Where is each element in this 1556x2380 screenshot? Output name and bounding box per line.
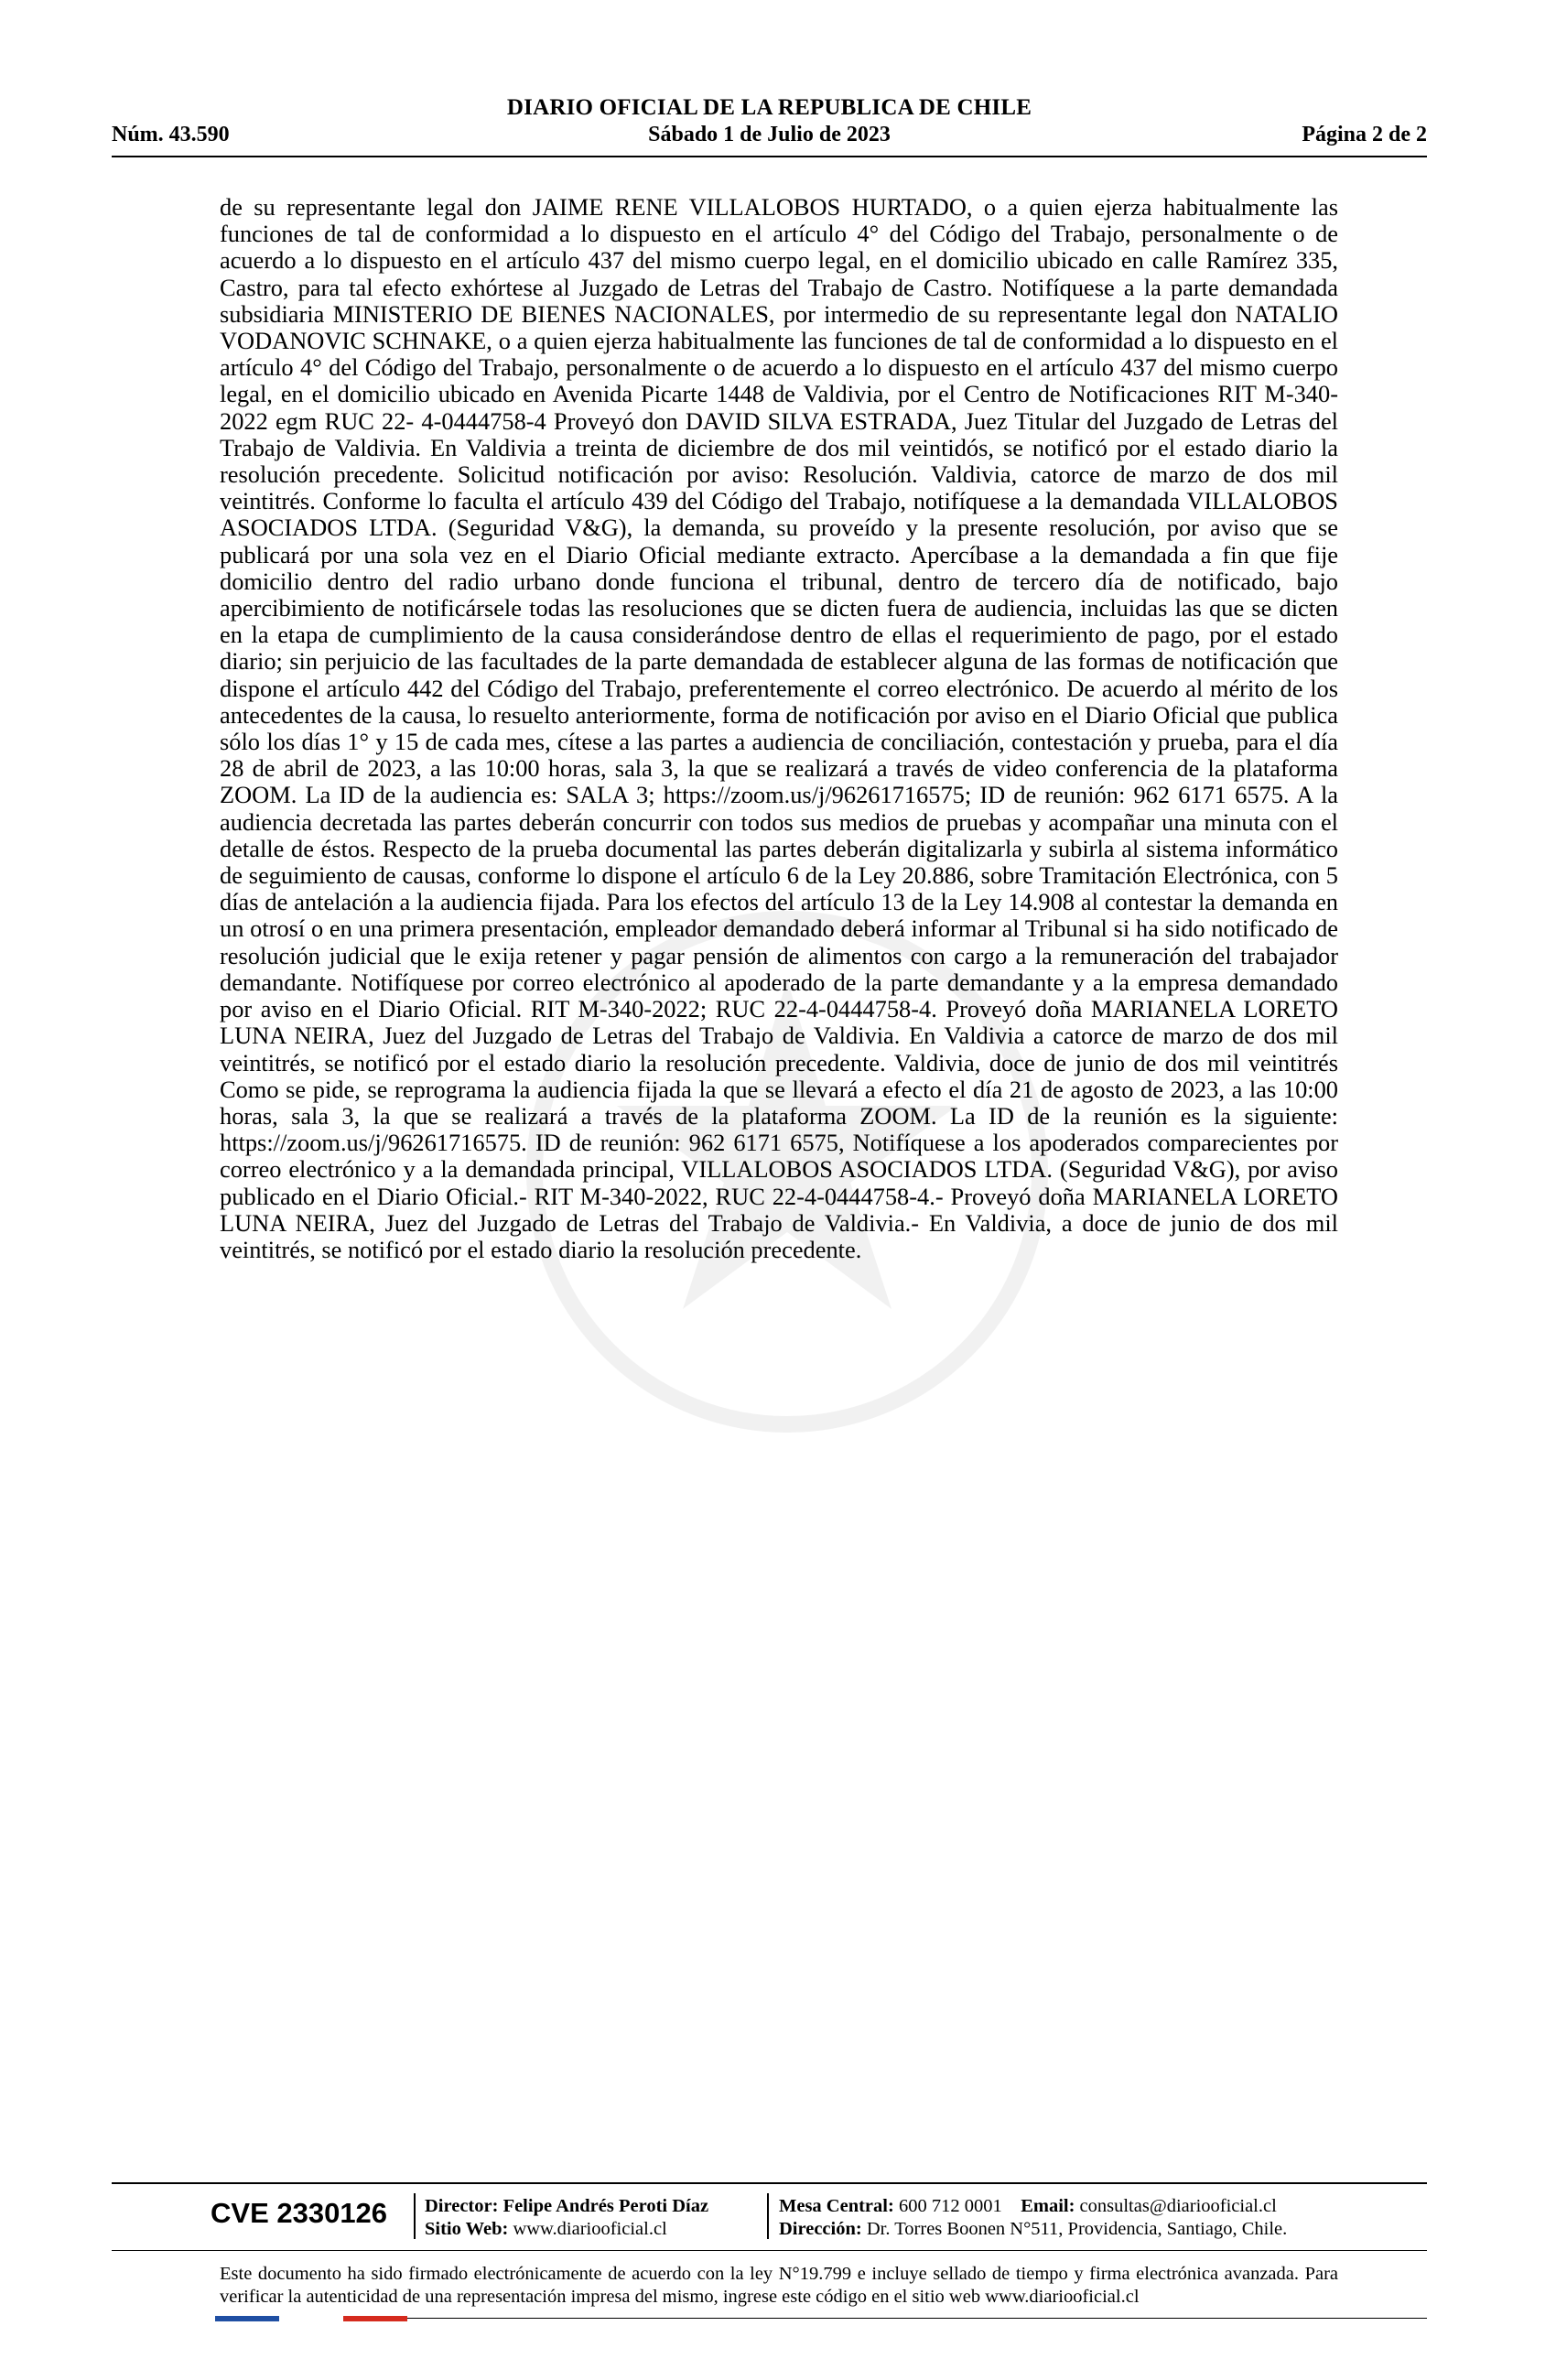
director-name: Felipe Andrés Peroti Díaz (502, 2196, 709, 2216)
header-divider (112, 156, 1427, 157)
footer-director-block (425, 2195, 708, 2241)
flag-stripe (215, 2316, 407, 2321)
page-number: Página 2 de 2 (1302, 123, 1427, 146)
legal-notice: Este documento ha sido firmado electrónicamente de acuerdo con la ley N°19.799 e incluye sellado de tiempo y firma electrónica avanzada. Para verificar la autenticidad de una representación impresa del mismo, ingrese este código en el sitio web www.diariooficial.cl (220, 2264, 1338, 2307)
email-label: Email: (1021, 2196, 1075, 2216)
publication-title: DIARIO OFICIAL DE LA REPUBLICA DE CHILE (506, 95, 1032, 120)
issue-number: Núm. 43.590 (112, 123, 230, 146)
address-label: Dirección: (779, 2219, 862, 2239)
footer-divider-top (112, 2182, 1427, 2184)
website-link[interactable]: www.diariooficial.cl (513, 2219, 667, 2239)
footer-separator (414, 2193, 416, 2239)
flag-stripe-white (279, 2316, 343, 2321)
page-header (112, 92, 1427, 150)
director-label: Director: (425, 2196, 499, 2216)
mesa-phone: 600 712 0001 (898, 2196, 1002, 2216)
footer-contact-block (779, 2195, 1287, 2241)
footer-divider-bottom (407, 2318, 1427, 2319)
director-line (425, 2195, 708, 2218)
issue-date: Sábado 1 de Julio de 2023 (648, 123, 891, 146)
cve-code: CVE 2330126 (211, 2197, 388, 2229)
flag-stripe-blue (215, 2316, 279, 2321)
document-body: de su representante legal don JAIME RENE VILLALOBOS HURTADO, o a quien ejerza habitualmente las funciones de tal de conformidad a lo dispuesto en el artículo 4° del Código del Trabajo, personalmente o de acuerdo a lo dispuesto en el artículo 437 del mismo cuerpo legal, en el domicilio ubicado en calle Ramírez 335, Castro, para tal efecto exhórtese al Juzgado de Letras del Trabajo de Castro. Notifíquese a la parte demandada subsidiaria MINISTERIO DE BIENES NACIONALES, por intermedio de su representante legal don NATALIO VODANOVIC SCHNAKE, o a quien ejerza habitualmente las funciones de tal de conformidad a lo dispuesto en el artículo 4° del Código del Trabajo, personalmente o de acuerdo a lo dispuesto en el artículo 437 del mismo cuerpo legal, en el domicilio ubicado en Avenida Picarte 1448 de Valdivia, por el Centro de Notificaciones RIT M-340-2022 egm RUC 22- 4-0444758-4 Proveyó don DAVID SILVA ESTRADA, Juez Titular del Juzgado de Letras del Trabajo de Valdivia. En Valdivia a treinta de diciembre de dos mil veintidós, se notificó por el estado diario la resolución precedente. Solicitud notificación por aviso: Resolución. Valdivia, catorce de marzo de dos mil veintitrés. Conforme lo faculta el artículo 439 del Código del Trabajo, notifíquese a la demandada VILLALOBOS ASOCIADOS LTDA. (Seguridad V&G), la demanda, su proveído y la presente resolución, por aviso que se publicará por una sola vez en el Diario Oficial mediante extracto. Apercíbase a la demandada a fin que fije domicilio dentro del radio urbano donde funciona el tribunal, dentro de tercero día de notificado, bajo apercibimiento de notificársele todas las resoluciones que se dicten fuera de audiencia, incluidas las que se dicten en la etapa de cumplimiento de la causa considerándose dentro de ellas el requerimiento de pago, por el estado diario; sin perjuicio de las facultades de la parte demandada de establecer alguna de las formas de notificación que dispone el artículo 442 del Código del Trabajo, preferentemente el correo electrónico. De acuerdo al mérito de los antecedentes de la causa, lo resuelto anteriormente, forma de notificación por aviso en el Diario Oficial que publica sólo los días 1° y 15 de cada mes, cítese a las partes a audiencia de conciliación, contestación y prueba, para el día 28 de abril de 2023, a las 10:00 horas, sala 3, la que se realizará a través de video conferencia de la plataforma ZOOM. La ID de la audiencia es: SALA 3; https://zoom.us/j/96261716575; ID de reunión: 962 6171 6575. A la audiencia decretada las partes deberán concurrir con todos sus medios de pruebas y acompañar una minuta con el detalle de éstos. Respecto de la prueba documental las partes deberán digitalizarla y subirla al sistema informático de seguimiento de causas, conforme lo dispone el artículo 6 de la Ley 20.886, sobre Tramitación Electrónica, con 5 días de antelación a la audiencia fijada. Para los efectos del artículo 13 de la Ley 14.908 al contestar la demanda en un otrosí o en una primera presentación, empleador demandado deberá informar al Tribunal si ha sido notificado de resolución judicial que le exija retener y pagar pensión de alimentos con cargo a la remuneración del trabajador demandante. Notifíquese por correo electrónico al apoderado de la parte demandante y a la empresa demandado por aviso en el Diario Oficial. RIT M-340-2022; RUC 22-4-0444758-4. Proveyó doña MARIANELA LORETO LUNA NEIRA, Juez del Juzgado de Letras del Trabajo de Valdivia. En Valdivia a catorce de marzo de dos mil veintitrés, se notificó por el estado diario la resolución precedente. Valdivia, doce de junio de dos mil veintitrés Como se pide, se reprograma la audiencia fijada la que se llevará a efecto el día 21 de agosto de 2023, a las 10:00 horas, sala 3, la que se realizará a través de la plataforma ZOOM. La ID de la reunión es la siguiente: https://zoom.us/j/96261716575. ID de reunión: 962 6171 6575, Notifíquese a los apoderados comparecientes por correo electrónico y a la demandada principal, VILLALOBOS ASOCIADOS LTDA. (Seguridad V&G), por aviso publicado en el Diario Oficial.- RIT M-340-2022, RUC 22-4-0444758-4.- Proveyó doña MARIANELA LORETO LUNA NEIRA, Juez del Juzgado de Letras del Trabajo de Valdivia.- En Valdivia, a doce de junio de dos mil veintitrés, se notificó por el estado diario la resolución precedente. (220, 193, 1338, 1263)
email-link[interactable]: consultas@diariooficial.cl (1079, 2196, 1277, 2216)
contact-line (779, 2195, 1287, 2218)
website-line (425, 2218, 708, 2241)
flag-stripe-red (343, 2316, 407, 2321)
footer-divider-mid (112, 2250, 1427, 2251)
mesa-label: Mesa Central: (779, 2196, 894, 2216)
address-value: Dr. Torres Boonen N°511, Providencia, Santiago, Chile. (866, 2219, 1288, 2239)
website-label: Sitio Web: (425, 2219, 509, 2239)
footer-separator (767, 2193, 769, 2239)
address-line (779, 2218, 1287, 2241)
